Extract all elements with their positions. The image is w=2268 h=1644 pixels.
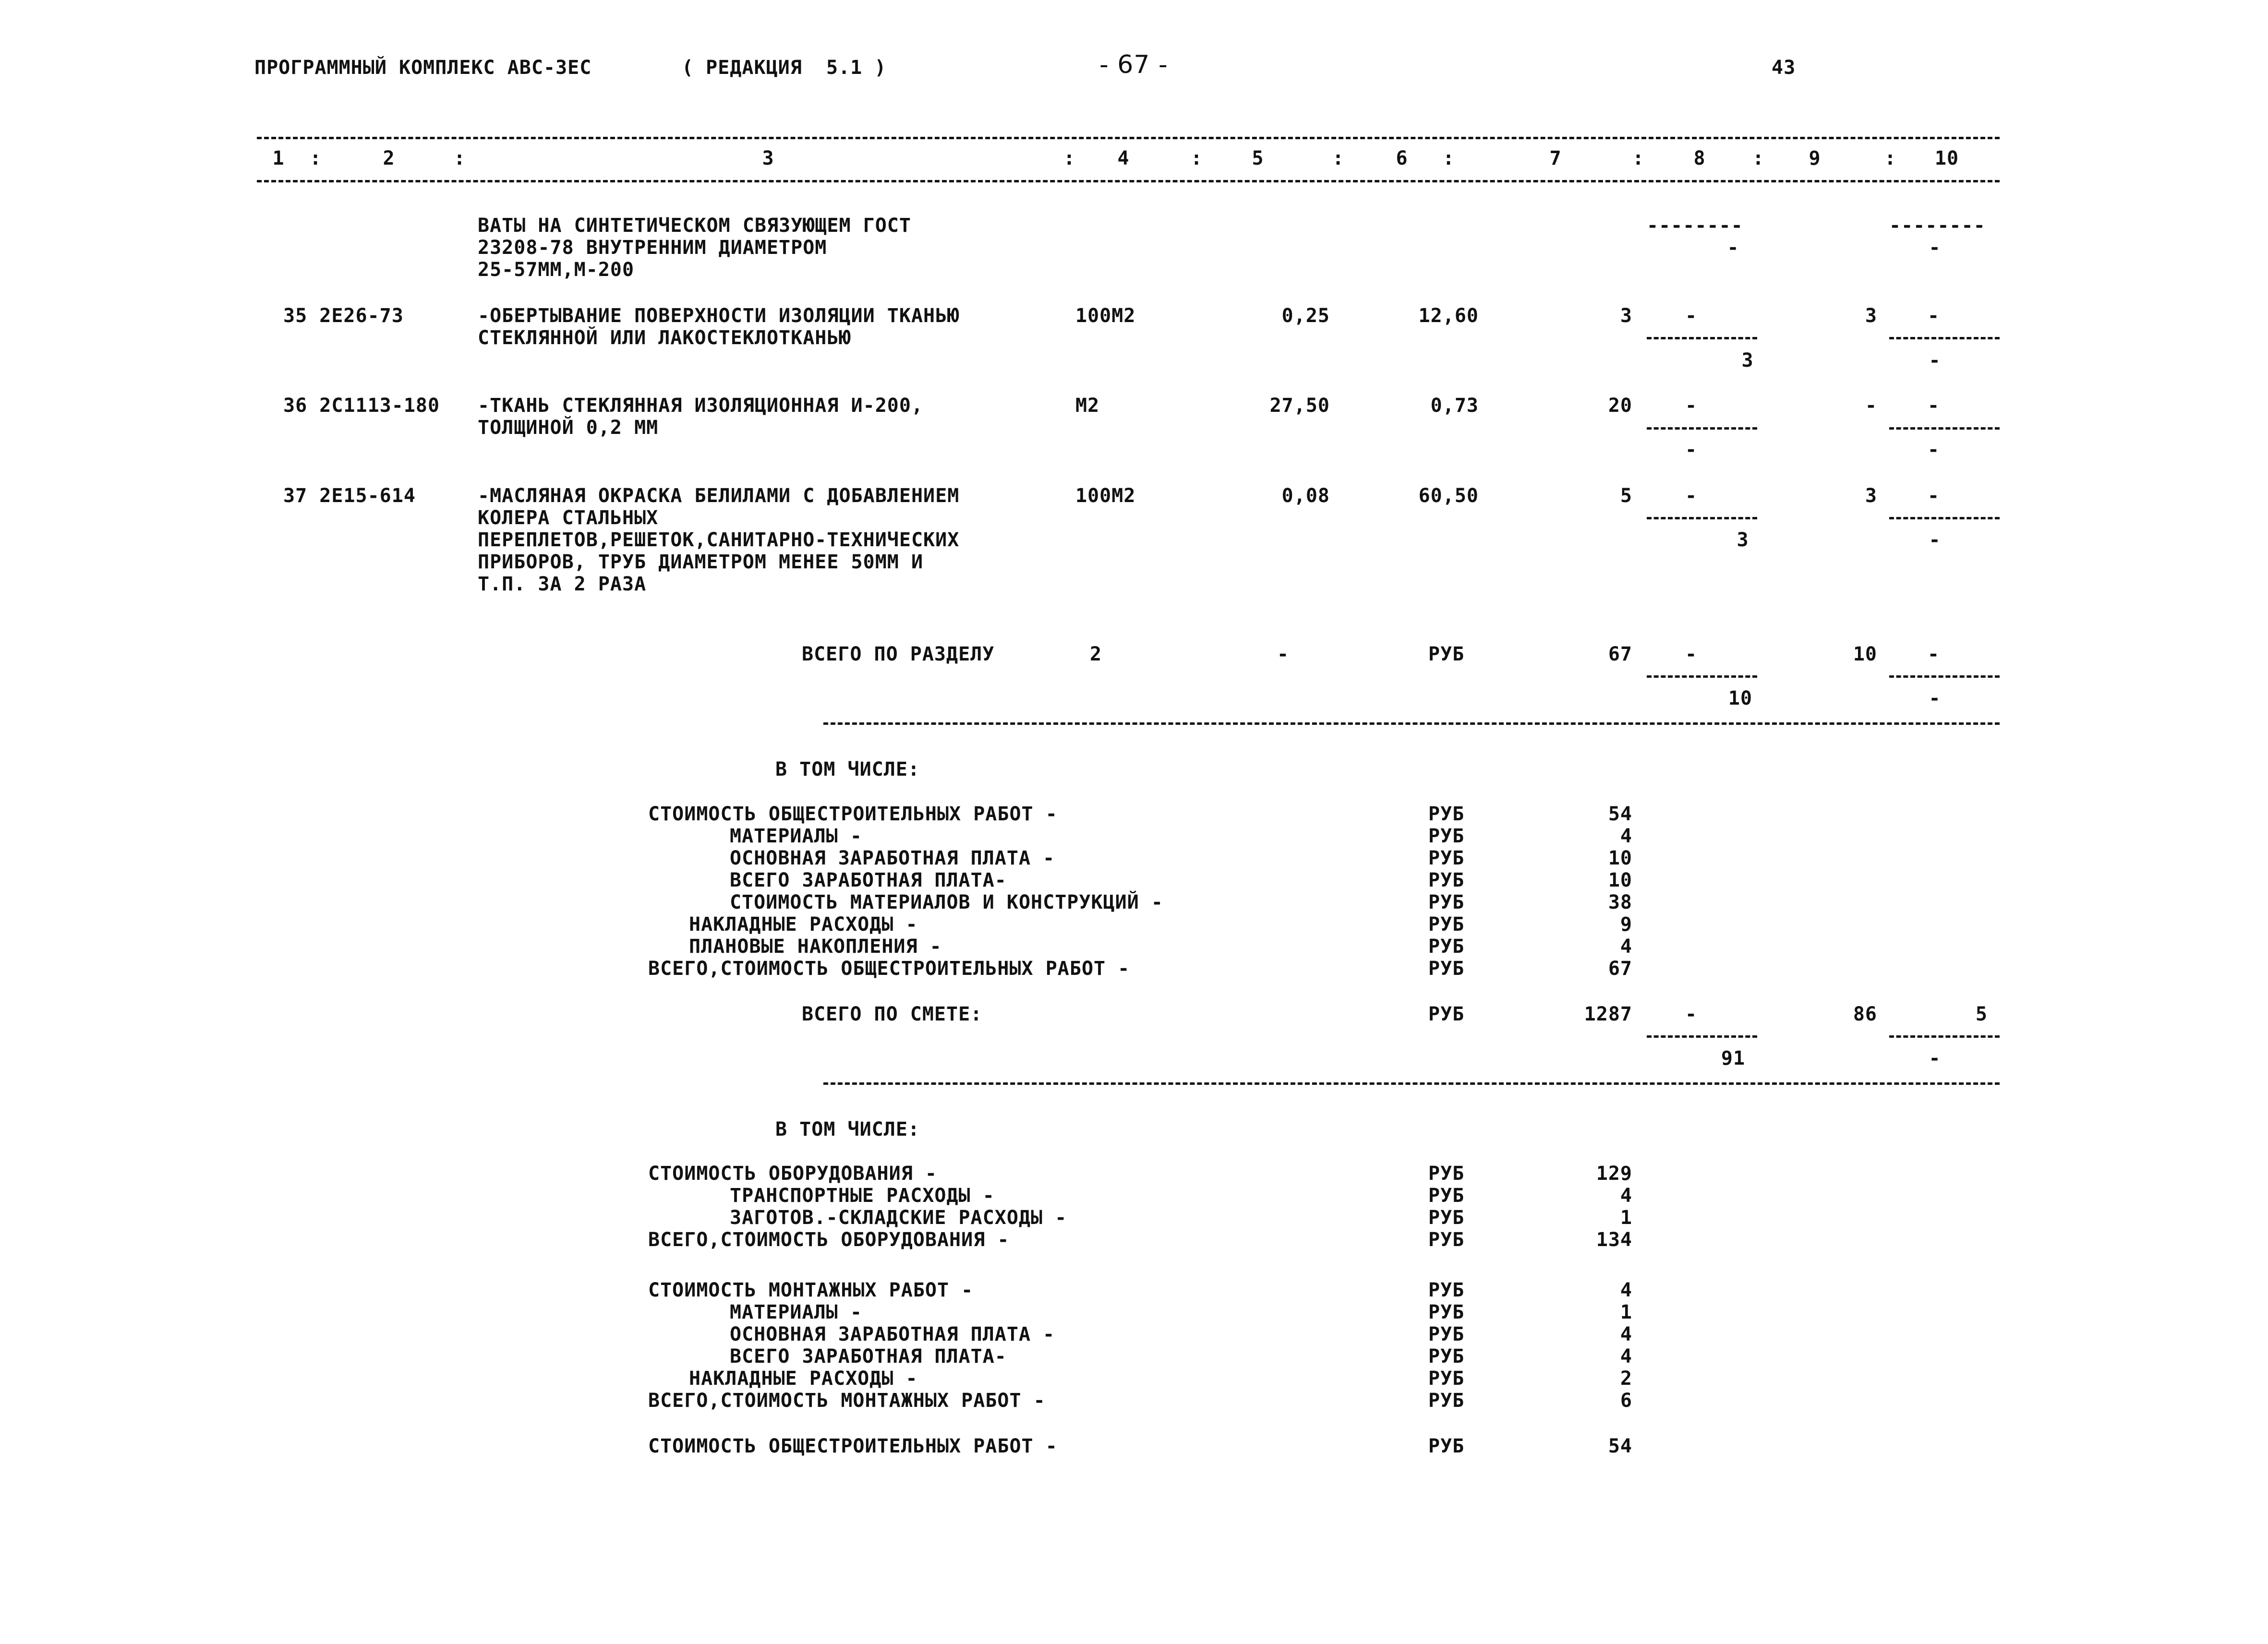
page-number: - 67 - [1099,50,1168,79]
estimate-total-col8-bottom: 91 [1721,1047,1746,1069]
section-total-unit: РУБ [1428,643,1465,665]
section-breakdown-label: ПЛАНОВЫЕ НАКОПЛЕНИЯ - [689,936,942,958]
section-breakdown-label: СТОИМОСТЬ МАТЕРИАЛОВ И КОНСТРУКЦИЙ - [730,891,1163,913]
column-header-7: 7 [1549,147,1562,169]
section-breakdown-value: 9 [1620,913,1632,936]
row-37-col7: 5 [1620,485,1632,507]
equipment-line-label: ВСЕГО,СТОИМОСТЬ ОБОРУДОВАНИЯ - [648,1229,1010,1251]
section-total-col10-top: - [1928,643,1940,665]
row-continuation-col10-bottom: - [1929,237,1941,259]
installation-line-unit: РУБ [1428,1323,1465,1345]
row-35-unit: 100М2 [1075,305,1136,327]
column-separator: : [1443,147,1455,169]
estimate-total-col8-top: - [1685,1003,1698,1025]
row-36-desc-2: ТОЛЩИНОЙ 0,2 ММ [478,417,659,439]
row-36-col10-top: - [1928,395,1940,417]
section-breakdown-value: 10 [1608,869,1632,891]
row-35-col7: 3 [1620,305,1632,327]
row-37-desc-3: ПЕРЕПЛЕТОВ,РЕШЕТОК,САНИТАРНО-ТЕХНИЧЕСКИХ [478,529,960,551]
fraction-line [1647,675,1757,678]
row-35-col8-bottom: 3 [1741,349,1754,372]
row-continuation-desc-3: 25-57ММ,М-200 [478,259,635,281]
row-continuation-col8-bottom: - [1727,237,1739,259]
general-works-unit: РУБ [1428,1435,1465,1457]
section-total-rule [823,722,2000,725]
row-37-col10-bottom: - [1929,529,1941,551]
row-35-col10-top: - [1928,305,1940,327]
fraction-line [1889,517,2000,519]
installation-line-unit: РУБ [1428,1279,1465,1301]
section-total-col9: 10 [1853,643,1877,665]
section-total-col8-bottom: 10 [1728,687,1753,709]
installation-line-value: 2 [1620,1368,1632,1390]
column-separator: : [1332,147,1345,169]
column-header-3: 3 [762,147,774,169]
section-total-col8-top: - [1685,643,1698,665]
row-36-qty: 27,50 [1269,395,1330,417]
general-works-label: СТОИМОСТЬ ОБЩЕСТРОИТЕЛЬНЫХ РАБОТ - [648,1435,1058,1457]
column-header-5: 5 [1252,147,1264,169]
row-37-col10-top: - [1928,485,1940,507]
installation-line-value: 4 [1620,1345,1632,1368]
row-35-col10-bottom: - [1929,349,1941,372]
section-breakdown-unit: РУБ [1428,825,1465,847]
section-breakdown-label: СТОИМОСТЬ ОБЩЕСТРОИТЕЛЬНЫХ РАБОТ - [648,803,1058,825]
row-36-price: 0,73 [1430,395,1479,417]
section-breakdown-label: ВСЕГО ЗАРАБОТНАЯ ПЛАТА- [730,869,1007,891]
fraction-line [1889,427,2000,430]
estimate-breakdown-heading: В ТОМ ЧИСЛЕ: [775,1118,920,1140]
estimate-total-col9: 86 [1853,1003,1877,1025]
section-breakdown-label: ОСНОВНАЯ ЗАРАБОТНАЯ ПЛАТА - [730,847,1055,869]
equipment-line-unit: РУБ [1428,1163,1465,1185]
section-breakdown-value: 38 [1608,891,1632,913]
row-36-col8-bottom: - [1685,439,1698,461]
section-breakdown-value: 67 [1608,958,1632,980]
equipment-line-unit: РУБ [1428,1207,1465,1229]
row-36-code: 36 2С1113-180 [283,395,440,417]
installation-line-unit: РУБ [1428,1301,1465,1323]
row-37-desc-2: КОЛЕРА СТАЛЬНЫХ [478,507,659,529]
estimate-total-col10-bottom: - [1929,1047,1941,1069]
row-36-unit: М2 [1075,395,1100,417]
equipment-line-label: ТРАНСПОРТНЫЕ РАСХОДЫ - [730,1185,995,1207]
estimate-total-col10-top: 5 [1975,1003,1988,1025]
fraction-line [1647,337,1757,339]
column-header-2: 2 [383,147,395,169]
row-37-unit: 100М2 [1075,485,1136,507]
installation-line-label: НАКЛАДНЫЕ РАСХОДЫ - [689,1368,918,1390]
installation-line-value: 1 [1620,1301,1632,1323]
estimate-total-label: ВСЕГО ПО СМЕТЕ: [802,1003,983,1025]
installation-line-label: ОСНОВНАЯ ЗАРАБОТНАЯ ПЛАТА - [730,1323,1055,1345]
row-continuation-col10-top: -------- [1889,215,1986,237]
fraction-line [1889,675,2000,678]
header-rule-bottom [257,180,2000,182]
equipment-line-value: 1 [1620,1207,1632,1229]
section-total-col10-bottom: - [1929,687,1941,709]
section-breakdown-value: 10 [1608,847,1632,869]
estimate-total-rule [823,1082,2000,1085]
column-separator: : [1632,147,1645,169]
fraction-line [1647,1035,1757,1038]
section-breakdown-unit: РУБ [1428,869,1465,891]
row-35-desc-2: СТЕКЛЯННОЙ ИЛИ ЛАКОСТЕКЛОТКАНЬЮ [478,327,851,349]
installation-line-label: СТОИМОСТЬ МОНТАЖНЫХ РАБОТ - [648,1279,974,1301]
row-37-code: 37 2Е15-614 [283,485,416,507]
row-37-col8-bottom: 3 [1737,529,1749,551]
equipment-line-label: СТОИМОСТЬ ОБОРУДОВАНИЯ - [648,1163,937,1185]
installation-line-value: 4 [1620,1323,1632,1345]
sheet-number: 43 [1772,57,1796,79]
section-total-col7: 67 [1608,643,1632,665]
program-title: ПРОГРАММНЫЙ КОМПЛЕКС АВС-3ЕС [254,57,592,79]
section-breakdown-value: 54 [1608,803,1632,825]
equipment-line-value: 4 [1620,1185,1632,1207]
installation-line-label: МАТЕРИАЛЫ - [730,1301,862,1323]
section-total-dash: - [1277,643,1290,665]
row-37-col9: 3 [1865,485,1877,507]
row-continuation-col8-top: -------- [1647,215,1743,237]
column-separator: : [1063,147,1076,169]
row-35-price: 12,60 [1418,305,1479,327]
section-breakdown-unit: РУБ [1428,936,1465,958]
row-36-col10-bottom: - [1928,439,1940,461]
column-separator: : [454,147,466,169]
column-header-8: 8 [1693,147,1706,169]
installation-line-unit: РУБ [1428,1368,1465,1390]
equipment-line-value: 129 [1596,1163,1632,1185]
section-breakdown-unit: РУБ [1428,891,1465,913]
fraction-line [1647,427,1757,430]
installation-line-value: 6 [1620,1390,1632,1412]
equipment-line-label: ЗАГОТОВ.-СКЛАДСКИЕ РАСХОДЫ - [730,1207,1067,1229]
section-total-label: ВСЕГО ПО РАЗДЕЛУ [802,643,995,665]
row-35-code: 35 2Е26-73 [283,305,404,327]
equipment-line-value: 134 [1596,1229,1632,1251]
column-separator: : [1884,147,1897,169]
fraction-line [1647,517,1757,519]
section-breakdown-label: ВСЕГО,СТОИМОСТЬ ОБЩЕСТРОИТЕЛЬНЫХ РАБОТ - [648,958,1130,980]
row-37-price: 60,50 [1418,485,1479,507]
row-37-desc-5: Т.П. ЗА 2 РАЗА [478,573,647,595]
section-breakdown-value: 4 [1620,936,1632,958]
header-rule-top [257,137,2000,139]
row-36-col8-top: - [1685,395,1698,417]
section-breakdown-unit: РУБ [1428,803,1465,825]
fraction-line [1889,1035,2000,1038]
edition-label: ( РЕДАКЦИЯ 5.1 ) [682,57,887,79]
column-separator: : [1191,147,1203,169]
row-continuation-desc-2: 23208-78 ВНУТРЕННИМ ДИАМЕТРОМ [478,237,827,259]
row-37-col8-top: - [1685,485,1698,507]
section-breakdown-label: МАТЕРИАЛЫ - [730,825,862,847]
column-header-4: 4 [1117,147,1130,169]
row-37-qty: 0,08 [1281,485,1330,507]
installation-line-unit: РУБ [1428,1345,1465,1368]
row-36-desc-1: -ТКАНЬ СТЕКЛЯННАЯ ИЗОЛЯЦИОННАЯ И-200, [478,395,924,417]
section-breakdown-unit: РУБ [1428,958,1465,980]
equipment-line-unit: РУБ [1428,1185,1465,1207]
row-35-col8-top: - [1685,305,1698,327]
section-breakdown-value: 4 [1620,825,1632,847]
section-total-number: 2 [1090,643,1102,665]
row-35-qty: 0,25 [1281,305,1330,327]
section-breakdown-unit: РУБ [1428,847,1465,869]
column-separator: : [310,147,322,169]
fraction-line [1889,337,2000,339]
column-header-1: 1 [272,147,285,169]
general-works-value: 54 [1608,1435,1632,1457]
installation-line-label: ВСЕГО ЗАРАБОТНАЯ ПЛАТА- [730,1345,1007,1368]
column-header-6: 6 [1396,147,1408,169]
row-35-col9: 3 [1865,305,1877,327]
installation-line-value: 4 [1620,1279,1632,1301]
estimate-total-unit: РУБ [1428,1003,1465,1025]
column-header-10: 10 [1934,147,1959,169]
column-header-9: 9 [1809,147,1821,169]
row-37-desc-1: -МАСЛЯНАЯ ОКРАСКА БЕЛИЛАМИ С ДОБАВЛЕНИЕМ [478,485,960,507]
section-breakdown-heading: В ТОМ ЧИСЛЕ: [775,758,920,780]
row-continuation-desc-1: ВАТЫ НА СИНТЕТИЧЕСКОМ СВЯЗУЮЩЕМ ГОСТ [478,215,911,237]
row-36-col7: 20 [1608,395,1632,417]
estimate-total-col7: 1287 [1584,1003,1632,1025]
section-breakdown-label: НАКЛАДНЫЕ РАСХОДЫ - [689,913,918,936]
section-breakdown-unit: РУБ [1428,913,1465,936]
row-37-desc-4: ПРИБОРОВ, ТРУБ ДИАМЕТРОМ МЕНЕЕ 50ММ И [478,551,924,573]
equipment-line-unit: РУБ [1428,1229,1465,1251]
installation-line-label: ВСЕГО,СТОИМОСТЬ МОНТАЖНЫХ РАБОТ - [648,1390,1046,1412]
row-36-col9: - [1865,395,1877,417]
installation-line-unit: РУБ [1428,1390,1465,1412]
row-35-desc-1: -ОБЕРТЫВАНИЕ ПОВЕРХНОСТИ ИЗОЛЯЦИИ ТКАНЬЮ [478,305,960,327]
column-separator: : [1752,147,1765,169]
